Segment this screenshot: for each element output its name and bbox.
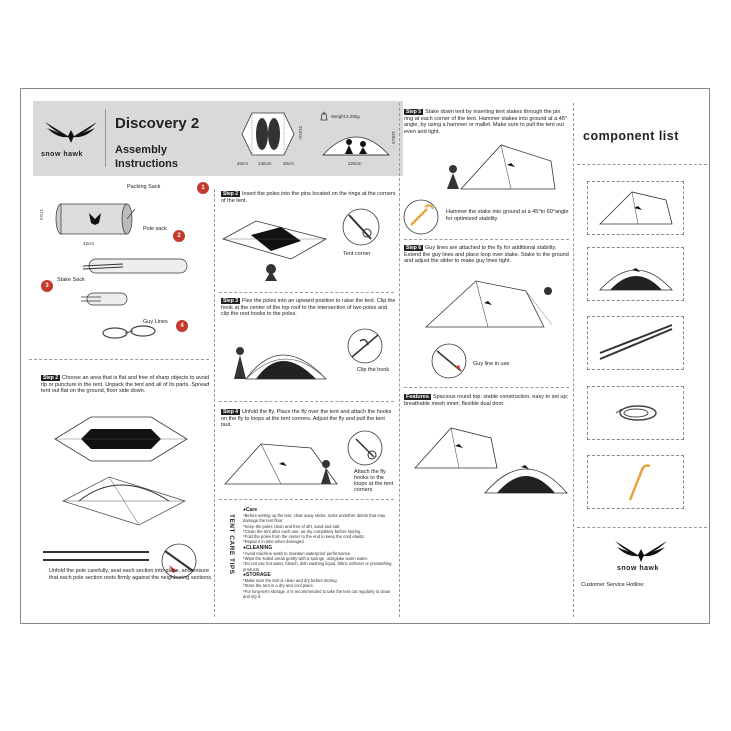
step-6-tent-diagram-icon	[416, 277, 556, 337]
header-divider	[105, 109, 106, 167]
step-5-block	[404, 109, 569, 135]
stake-icon	[596, 462, 676, 502]
step-1-badge: Step 2	[43, 375, 59, 381]
pole-note: Unfold the pole carefully, seat each section into place, and ensure that each pole section rests firmly against the neighboring sections.	[49, 568, 213, 581]
features-block	[404, 394, 569, 407]
tent-flat-diagram-icon	[51, 409, 191, 469]
inner-tent-icon	[596, 254, 676, 294]
divider-step4	[219, 499, 394, 500]
guy-lines-number: 4	[176, 320, 188, 332]
storage-line: *Make sure the tent is clean and dry before storing.	[243, 577, 338, 583]
pole-sack-label: Pole sack	[143, 226, 167, 232]
clip-hook-detail-icon	[346, 327, 384, 365]
step-4-badge: Step 4	[223, 409, 239, 415]
cleaning-head: ●CLEANING	[243, 544, 273, 551]
component-stake	[587, 455, 684, 509]
step-4-text: Unfold the fly. Place the fly over the tent and attach the hooks on the fly to loops at the tent corners. Adjust the fly and pull the tent taut.	[221, 409, 392, 429]
step-4-block	[221, 409, 396, 429]
features-badge: Features	[406, 394, 429, 400]
divider-col1	[214, 189, 215, 617]
component-poles	[587, 316, 684, 370]
step-1-block	[41, 375, 211, 395]
step-6-block	[404, 245, 569, 265]
storage-head: ●STORAGE	[243, 571, 271, 578]
sack-length: 42cm	[83, 241, 95, 246]
features-text: Spacious round top: stable construction, easy to set up; breathable mesh inner; flexible dual door.	[404, 394, 569, 407]
stake-callout: Hammer the stake into ground at a 45°to 60°angle for optimized stability	[446, 209, 569, 222]
sack-height: 17cm	[39, 209, 44, 221]
guy-lines-component-icon	[596, 393, 676, 433]
step-6-badge: Step 6	[406, 245, 422, 251]
packing-sack-label: Packing Sack	[127, 184, 161, 190]
subtitle-line-2: Instructions	[115, 158, 178, 170]
footer-brand-name: snow hawk	[617, 565, 659, 572]
step-4-tent-diagram-icon	[221, 434, 341, 494]
weight-icon	[319, 111, 329, 121]
divider-components	[577, 164, 707, 165]
dim-height: 110cm	[391, 131, 396, 145]
cleaning-line: *Avoid machine wash to maintain waterproof performance.	[243, 550, 352, 556]
cleaning-line: *Do not use hot water, bleach, dish washing liquid, fabric softener or prewashing products.	[243, 561, 392, 572]
dim-length: 210cm	[298, 126, 303, 140]
divider-step3	[219, 401, 394, 402]
pole-sack-number: 2	[173, 230, 185, 242]
divider-step6	[404, 387, 569, 388]
component-inner-tent	[587, 247, 684, 301]
care-head: ●Care	[243, 507, 258, 513]
step-3-badge: Step 3	[223, 298, 239, 304]
subtitle-line-1: Assembly	[115, 144, 167, 156]
care-line: *Keep the poles clean and free of dirt, sand and salt.	[243, 523, 341, 529]
guy-lines-icon	[101, 323, 171, 343]
feature-tent-2-icon	[481, 449, 571, 499]
guy-lines-label: Guy Lines	[143, 319, 168, 325]
cleaning-line: *Wipe the soiled areas gently with a sponge, usingluke warm water.	[243, 556, 368, 562]
care-line: *Repair it in time when damaged.	[243, 539, 305, 545]
care-block	[243, 507, 398, 599]
step-3-text: Flex the poles into an upward position to raise the tent. Clip the hook at the center of the top roof to the intersection of two poles and clip the rest hooks to the poles.	[221, 298, 396, 318]
poles-icon	[596, 323, 676, 363]
step-1-text: Choose an area that is flat and free of sharp objects to avoid rip or puncture in the tent. Unpack the tent and all of its parts. Spread tent out flat on the ground, floor side down.	[41, 375, 210, 395]
fly-hook-label: Attach the fly hooks to the loops at the tent corners	[354, 469, 394, 493]
step-5-tent-diagram-icon	[441, 141, 561, 196]
divider-col2	[399, 103, 400, 617]
tent-corner-label: Tent corner	[343, 251, 371, 257]
step-3-tent-diagram-icon	[226, 329, 336, 389]
component-guy-lines	[587, 386, 684, 440]
guy-line-detail-icon	[429, 341, 469, 381]
component-fly-tent	[587, 181, 684, 235]
fly-hook-detail-icon	[346, 429, 384, 467]
dim-base: 220cm	[348, 161, 362, 166]
tent-corner-detail-icon	[341, 207, 381, 247]
dim-left: 40cm	[237, 161, 249, 166]
care-line: *Clean the tent after each use, air dry completely before storing.	[243, 528, 362, 534]
stake-hammer-detail-icon	[401, 197, 441, 237]
stake-sack-icon	[81, 289, 141, 309]
step-2-tent-diagram-icon	[221, 211, 331, 281]
storage-line: *For long-term storage, it is recommended to take the tent out regularly to clean and dry it.	[243, 588, 391, 599]
divider-step5	[404, 239, 569, 240]
dim-mid: 140cm	[258, 161, 272, 166]
stake-sack-label: Stake Sack	[57, 277, 85, 283]
customer-service-label: Customer Service Hotline:	[581, 582, 645, 588]
care-line: *Fold the poles from the center to the end to keep the cord elastic.	[243, 534, 366, 540]
divider-step2	[219, 292, 394, 293]
pole-frame-diagram-icon	[59, 471, 189, 531]
step-2-text: Insert the poles into the pins located on the rings at the corners of the tent.	[221, 191, 396, 204]
guy-line-label: Guy line in use	[473, 361, 510, 367]
step-3-block	[221, 298, 396, 318]
instruction-sheet	[20, 88, 710, 624]
footer-logo-icon	[611, 535, 671, 565]
packing-sack-icon	[55, 199, 135, 239]
step-2-block	[221, 191, 396, 204]
care-side-title: TENT CARE TIPS	[228, 514, 235, 575]
dim-right: 40cm	[283, 161, 295, 166]
weight-value: Weight:2.25kg	[331, 114, 360, 119]
step-6-text: Guy lines are attached to the fly for additional stability. Extend the guy lines and place loop over stake. Stake to the ground and adjust the slider to make guy lines tight.	[404, 245, 569, 265]
brand-name: snow hawk	[41, 151, 83, 158]
pole-sack-icon	[83, 255, 193, 277]
component-list-title: component list	[583, 129, 679, 143]
product-title: Discovery 2	[115, 115, 200, 132]
storage-line: *Store the tent in a dry and cool place.	[243, 583, 314, 589]
header-band	[33, 101, 403, 176]
step-5-text: Stake down tent by inserting tent stakes through the pin ring at each corner of the tent. Hammer stakes into ground at a 45° angle, by using a hammer or mallet. Make sure to pull the tent out even and tight.	[404, 109, 568, 135]
divider-col3	[573, 103, 574, 617]
snow-hawk-logo-icon	[41, 116, 101, 146]
floor-plan-icon	[238, 109, 298, 159]
step-2-badge: Step 2	[223, 191, 239, 197]
packing-sack-number: 1	[197, 182, 209, 194]
step-5-badge: Step 5	[406, 109, 422, 115]
pole-sections-icon	[41, 547, 151, 567]
care-line: *Before setting up the tent, clear away sticks, rocks andother debris that may damage the tent floor.	[243, 513, 386, 524]
divider-footer	[577, 527, 707, 528]
fly-tent-icon	[596, 188, 676, 228]
stake-sack-number: 3	[41, 280, 53, 292]
clip-hook-label: Clip the hook	[357, 367, 390, 373]
divider-step1	[29, 359, 209, 360]
tent-side-view-icon	[321, 125, 391, 161]
